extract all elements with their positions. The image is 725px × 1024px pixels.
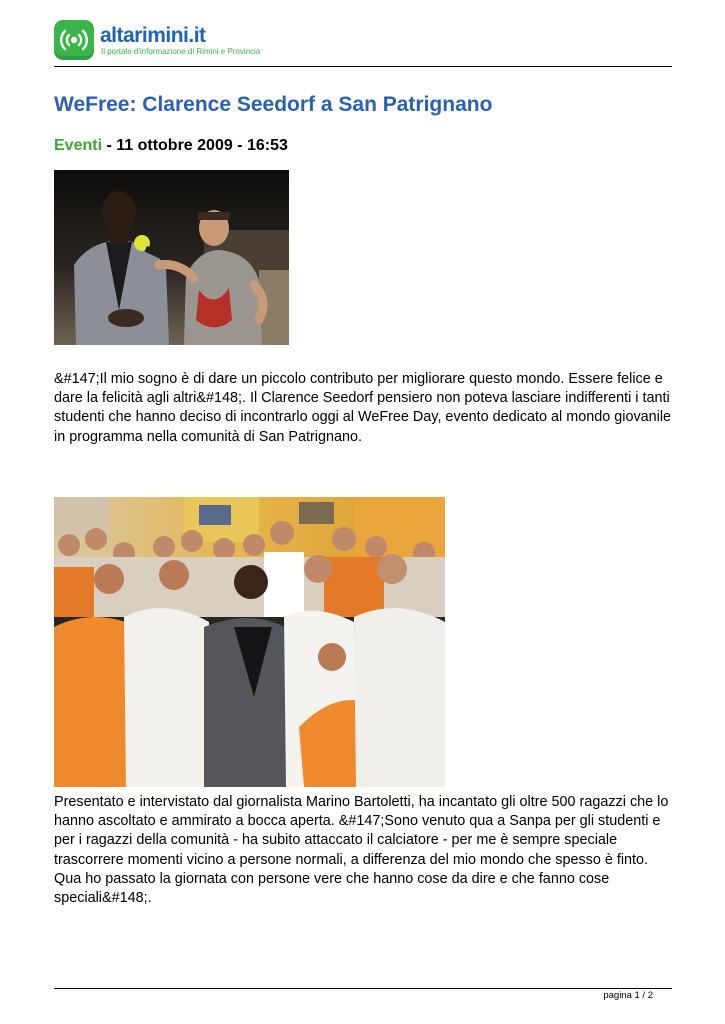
article-title: WeFree: Clarence Seedorf a San Patrignano — [54, 93, 493, 116]
article-meta — [54, 137, 288, 155]
logo-tld: .it — [188, 24, 206, 47]
footer-divider — [54, 988, 672, 989]
article-photo-group — [54, 497, 445, 787]
article-photo-interview — [54, 170, 289, 345]
site-header — [54, 18, 674, 66]
site-logo-text[interactable] — [100, 24, 206, 48]
logo-tagline: Il portale d'informazione di Rimini e Provincia — [101, 47, 261, 56]
article-paragraph-1: &#147;Il mio sogno è di dare un piccolo contributo per migliorare questo mondo. Essere felice e dare la felicità agli altri&#148;. Il Clarence Seedorf pensiero non poteva lasciare indifferenti i tanti studenti che hanno deciso di incontrarlo oggi al WeFree Day, evento dedicato al mondo giovanile in programma nella comunità di San Patrignano. — [54, 371, 672, 445]
article-paragraph-2: Presentato e intervistato dal giornalista Marino Bartoletti, ha incantato gli oltre 500 ragazzi che lo hanno ascoltato e ammirato a bocca aperta. &#147;Sono venuto qua a Sanpa per gli studenti e per i ragazzi della comunità - ha subito attaccato il calciatore - per me è sempre speciale trascorrere momenti vicino a persone normali, a differenza del mio mondo che spesso è finto. Qua ho passato la giornata con persone vere che hanno cose da dire e che fanno cose speciali&#148;. — [54, 794, 669, 907]
article-date: - 11 ottobre 2009 - 16:53 — [102, 137, 288, 154]
header-divider — [54, 66, 672, 67]
logo-name: altarimini — [100, 24, 189, 47]
broadcast-signal-icon[interactable] — [54, 20, 94, 60]
article-category[interactable]: Eventi — [54, 137, 103, 154]
page-number: pagina 1 / 2 — [603, 990, 653, 1001]
